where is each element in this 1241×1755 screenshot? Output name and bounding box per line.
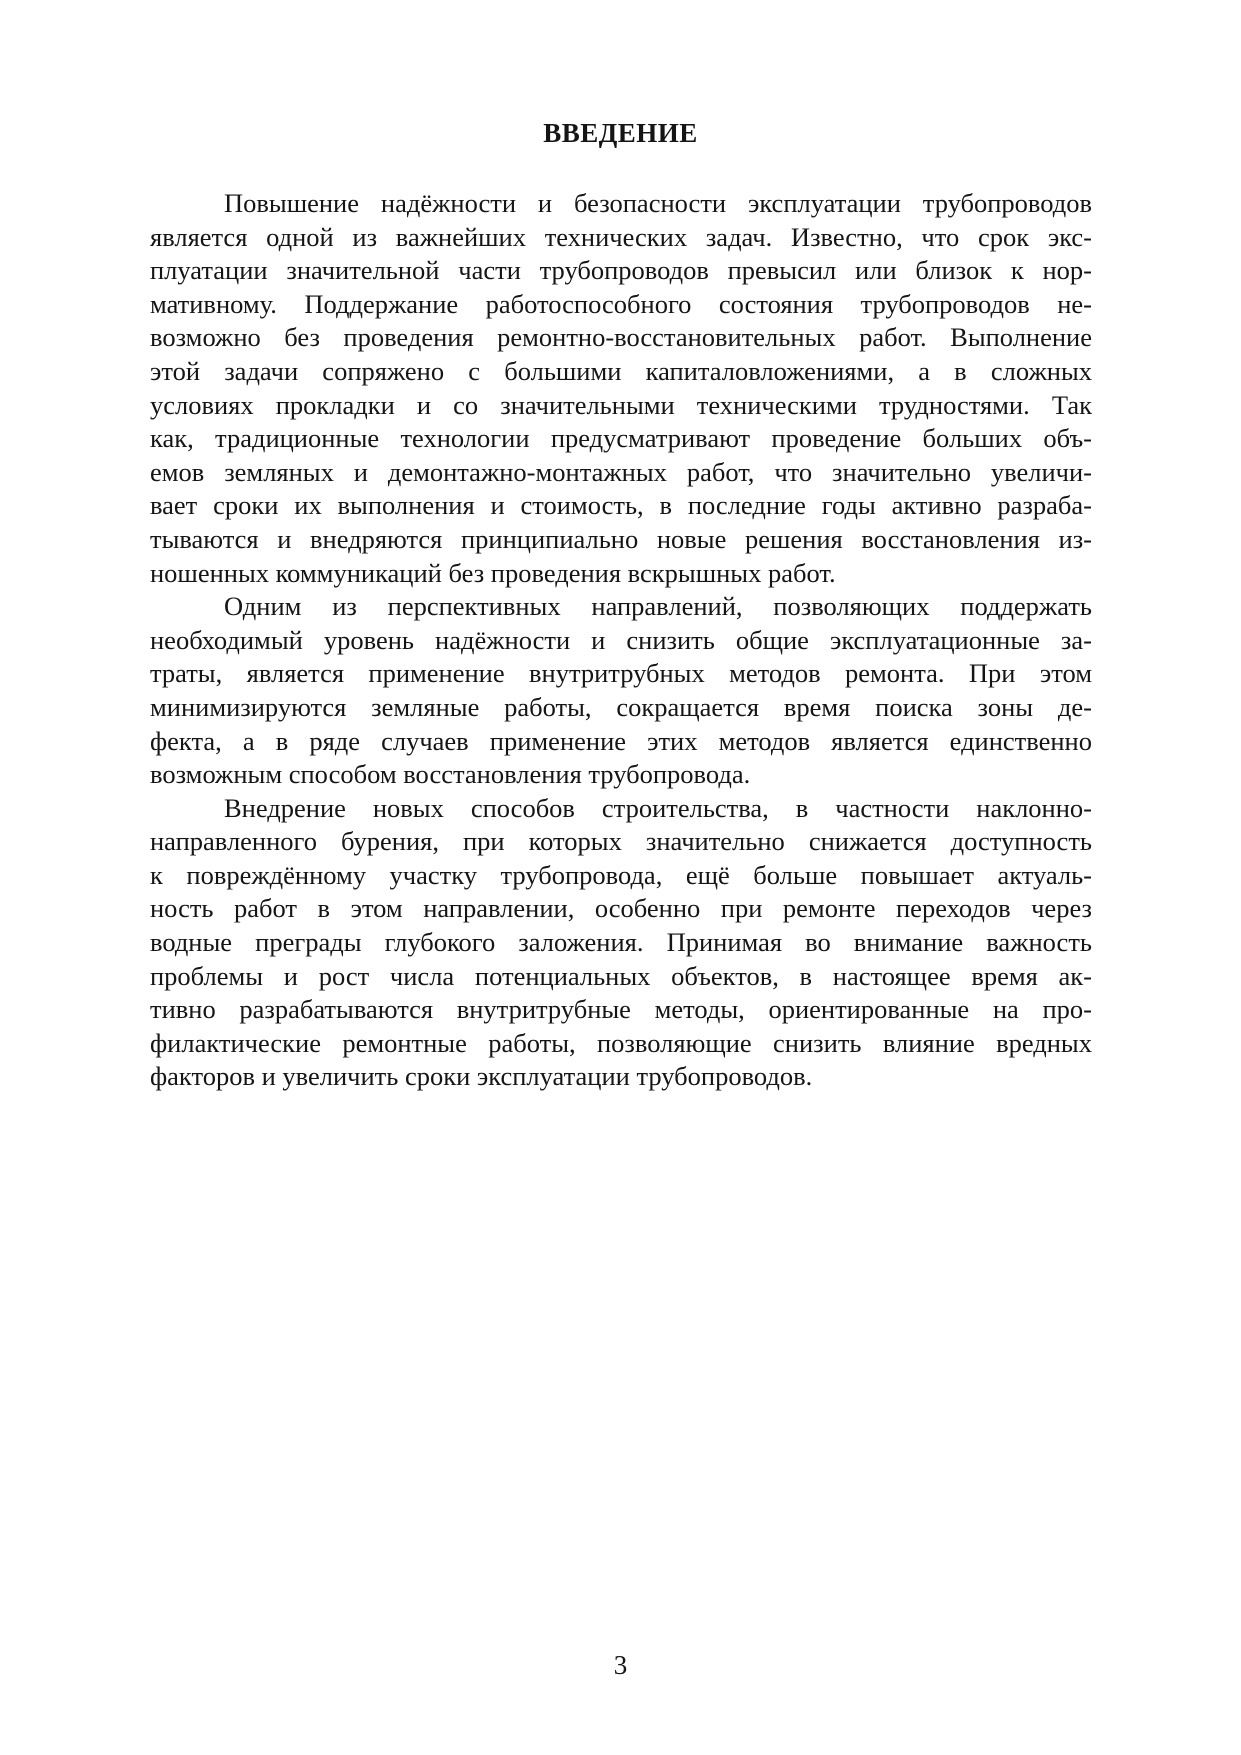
text-line: возможным способом восстановления трубопровода. [150, 759, 751, 790]
text-line: емов земляных и демонтажно-монтажных работ, что значительно увеличи- [150, 456, 1092, 487]
paragraph [150, 590, 1092, 792]
text-line: вает сроки их выполнения и стоимость, в последние годы активно разраба- [150, 490, 1092, 521]
text-line: возможно без проведения ремонтно-восстановительных работ. Выполнение [150, 322, 1092, 353]
text-line: к повреждённому участку трубопровода, ещё больше повышает актуаль- [150, 859, 1092, 890]
text-line: проблемы и рост числа потенциальных объектов, в настоящее время ак- [150, 960, 1092, 991]
text-line: ность работ в этом направлении, особенно при ремонте переходов через [150, 893, 1092, 924]
page-title: ВВЕДЕНИЕ [543, 118, 698, 148]
text-line: условиях прокладки и со значительными техническими трудностями. Так [150, 389, 1092, 420]
text-line: фекта, а в ряде случаев применение этих методов является единственно [150, 725, 1092, 756]
text-line: тивно разрабатываются внутритрубные методы, ориентированные на про- [150, 994, 1092, 1025]
paragraph [150, 187, 1092, 590]
text-line: необходимый уровень надёжности и снизить общие эксплуатационные за- [150, 624, 1092, 655]
text-line: Одним из перспективных направлений, позволяющих поддержать [224, 591, 1092, 622]
text-line: минимизируются земляные работы, сокращается время поиска зоны де- [150, 691, 1092, 722]
body-text [150, 187, 1092, 1094]
text-line: направленного бурения, при которых значительно снижается доступность [150, 826, 1092, 857]
text-line: Внедрение новых способов строительства, в частности наклонно- [224, 792, 1092, 823]
text-line: плуатации значительной части трубопроводов превысил или близок к нор- [150, 255, 1092, 286]
text-line: факторов и увеличить сроки эксплуатации трубопроводов. [150, 1061, 813, 1092]
page-number: 3 [613, 1650, 628, 1680]
text-line: Повышение надёжности и безопасности эксплуатации трубопроводов [224, 188, 1092, 218]
text-line: водные преграды глубокого заложения. Принимая во внимание важность [150, 927, 1092, 958]
paragraph [150, 792, 1092, 1094]
text-line: филактические ремонтные работы, позволяющие снизить влияние вредных [150, 1027, 1092, 1058]
text-line: мативному. Поддержание работоспособного состояния трубопроводов не- [150, 288, 1092, 319]
text-line: ношенных коммуникаций без проведения вскрышных работ. [150, 557, 836, 588]
text-line: траты, является применение внутритрубных методов ремонта. При этом [150, 658, 1092, 689]
text-line: является одной из важнейших технических задач. Известно, что срок экс- [150, 221, 1092, 252]
text-line: этой задачи сопряжено с большими капиталовложениями, а в сложных [150, 355, 1092, 386]
text-line: тываются и внедряются принципиально новые решения восстановления из- [150, 523, 1092, 554]
text-line: как, традиционные технологии предусматривают проведение больших объ- [150, 423, 1092, 454]
